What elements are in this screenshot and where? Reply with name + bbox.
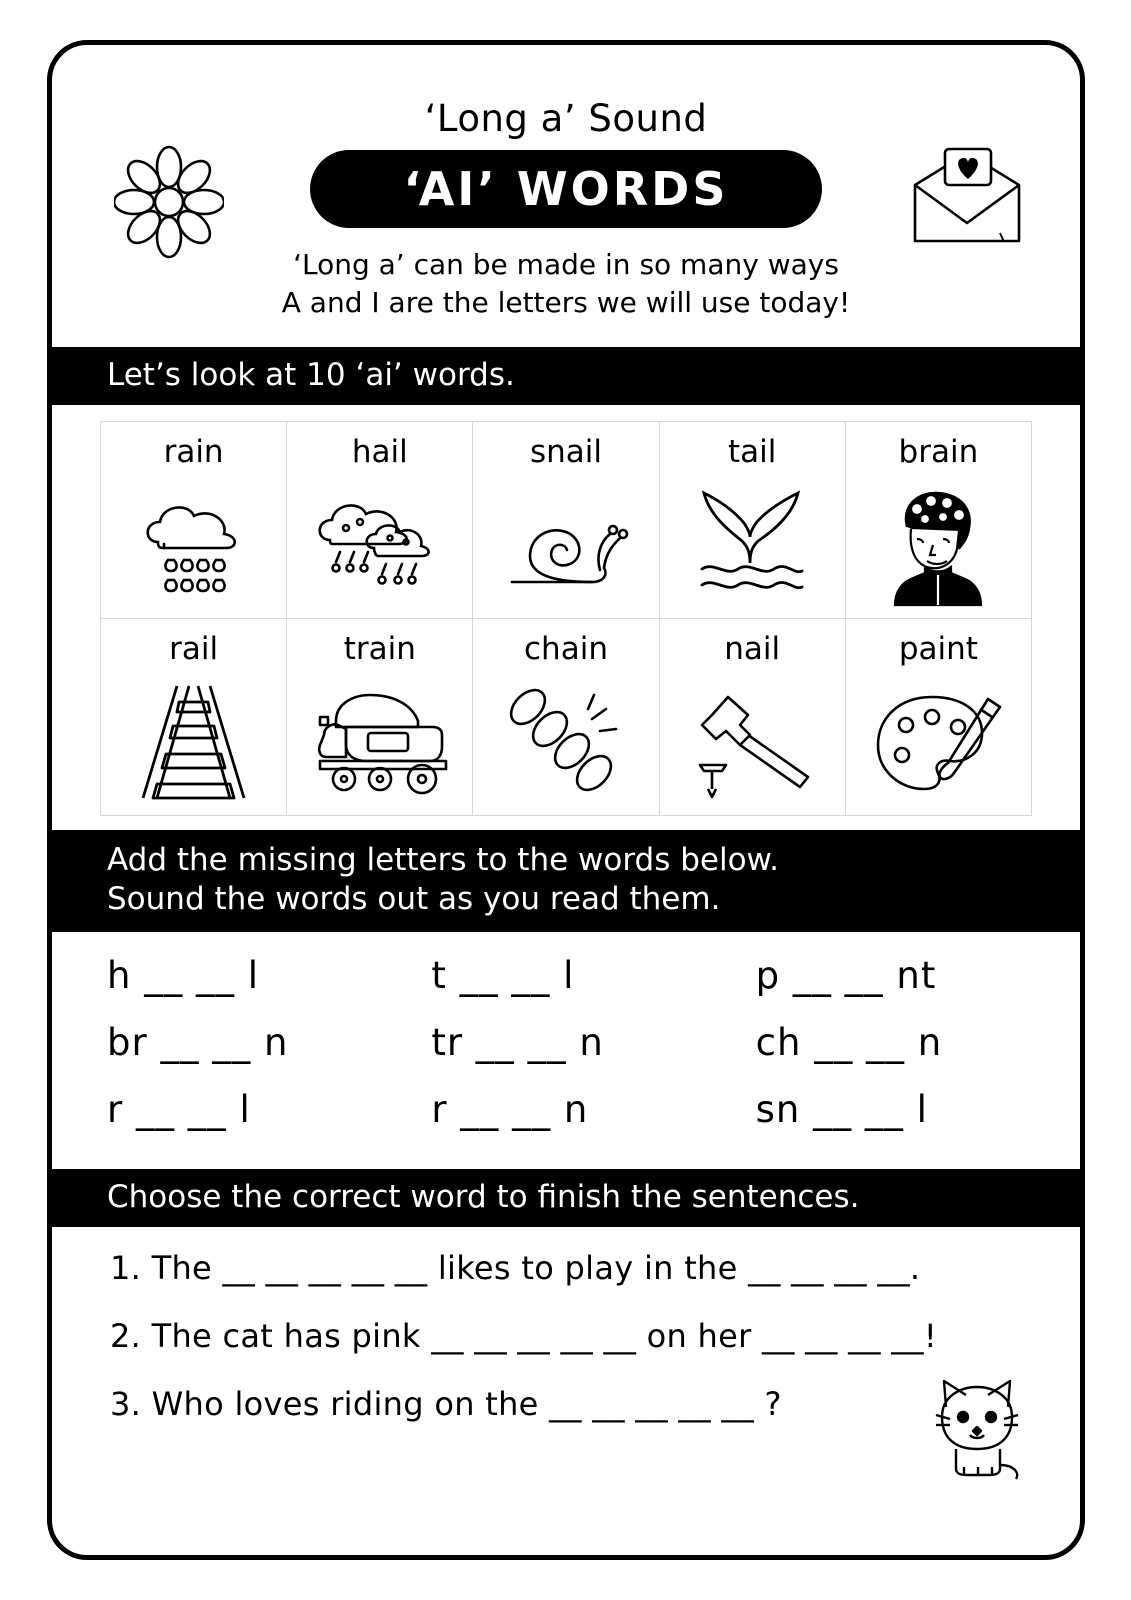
word-card-nail xyxy=(660,619,846,816)
missing-letters-item[interactable]: r __ __ n xyxy=(431,1088,589,1132)
sentence-item[interactable]: 3. Who loves riding on the __ __ __ __ __ ? xyxy=(110,1384,782,1423)
word-card-tail xyxy=(660,422,846,619)
word-label: tail xyxy=(728,433,777,470)
word-label: nail xyxy=(724,630,781,667)
missing-letters-row xyxy=(52,1088,1080,1131)
word-label: snail xyxy=(529,433,602,470)
snail-icon xyxy=(496,474,636,618)
tagline-line-1: ‘Long a’ can be made in so many ways xyxy=(293,248,839,281)
worksheet-page xyxy=(47,40,1085,1560)
paint-palette-icon xyxy=(868,671,1008,815)
sentence-item[interactable]: 1. The __ __ __ __ __ likes to play in the __ __ __ __. xyxy=(110,1248,921,1287)
word-card-chain xyxy=(473,619,659,816)
missing-letters-item[interactable]: ch __ __ n xyxy=(755,1021,943,1065)
chain-icon xyxy=(496,671,636,815)
section-1-heading: Let’s look at 10 ‘ai’ words. xyxy=(52,347,1080,405)
sentence-item[interactable]: 2. The cat has pink __ __ __ __ __ on her __ __ __ __! xyxy=(110,1316,937,1355)
section-2-heading-line-2: Sound the words out as you read them. xyxy=(107,881,721,918)
hammer-nail-icon xyxy=(682,671,822,815)
word-label: rain xyxy=(163,433,224,470)
brain-head-icon xyxy=(881,474,996,618)
word-label: chain xyxy=(524,630,608,667)
word-label: train xyxy=(343,630,416,667)
word-card-paint xyxy=(846,619,1032,816)
flower-icon xyxy=(114,145,224,260)
missing-letters-row xyxy=(52,954,1080,997)
word-label: rail xyxy=(169,630,219,667)
hail-cloud-icon xyxy=(310,474,450,618)
railroad-track-icon xyxy=(121,671,266,815)
word-card-rail xyxy=(101,619,287,816)
missing-letters-item[interactable]: p __ __ nt xyxy=(755,954,937,998)
word-card-rain xyxy=(101,422,287,619)
word-label: hail xyxy=(351,433,408,470)
sentence-exercise xyxy=(52,1227,1080,1489)
missing-letters-item[interactable]: tr __ __ n xyxy=(431,1021,604,1065)
train-icon xyxy=(302,671,457,815)
word-label: brain xyxy=(898,433,979,470)
worksheet-supertitle: ‘Long a’ Sound xyxy=(424,97,708,140)
missing-letters-exercise xyxy=(52,932,1080,1169)
missing-letters-item[interactable]: sn __ __ l xyxy=(755,1088,928,1132)
cat-icon xyxy=(920,1373,1035,1483)
section-2-heading-line-1: Add the missing letters to the words below. xyxy=(107,841,779,878)
missing-letters-row xyxy=(52,1021,1080,1064)
word-card-brain xyxy=(846,422,1032,619)
missing-letters-item[interactable]: r __ __ l xyxy=(107,1088,251,1132)
section-3-heading: Choose the correct word to finish the sentences. xyxy=(52,1169,1080,1227)
rain-cloud-icon xyxy=(134,474,254,618)
worksheet-title: ‘AI’ WORDS xyxy=(310,150,822,228)
missing-letters-item[interactable]: br __ __ n xyxy=(107,1021,289,1065)
missing-letters-item[interactable]: h __ __ l xyxy=(107,954,260,998)
section-2-heading xyxy=(52,830,1080,932)
missing-letters-item[interactable]: t __ __ l xyxy=(431,954,575,998)
word-label: paint xyxy=(898,630,978,667)
envelope-heart-icon xyxy=(905,145,1030,250)
word-picture-grid xyxy=(52,405,1080,830)
worksheet-header xyxy=(52,45,1080,347)
whale-tail-icon xyxy=(682,474,822,618)
word-card-hail xyxy=(287,422,473,619)
word-card-snail xyxy=(473,422,659,619)
word-card-train xyxy=(287,619,473,816)
tagline-line-2: A and I are the letters we will use today! xyxy=(281,285,851,319)
